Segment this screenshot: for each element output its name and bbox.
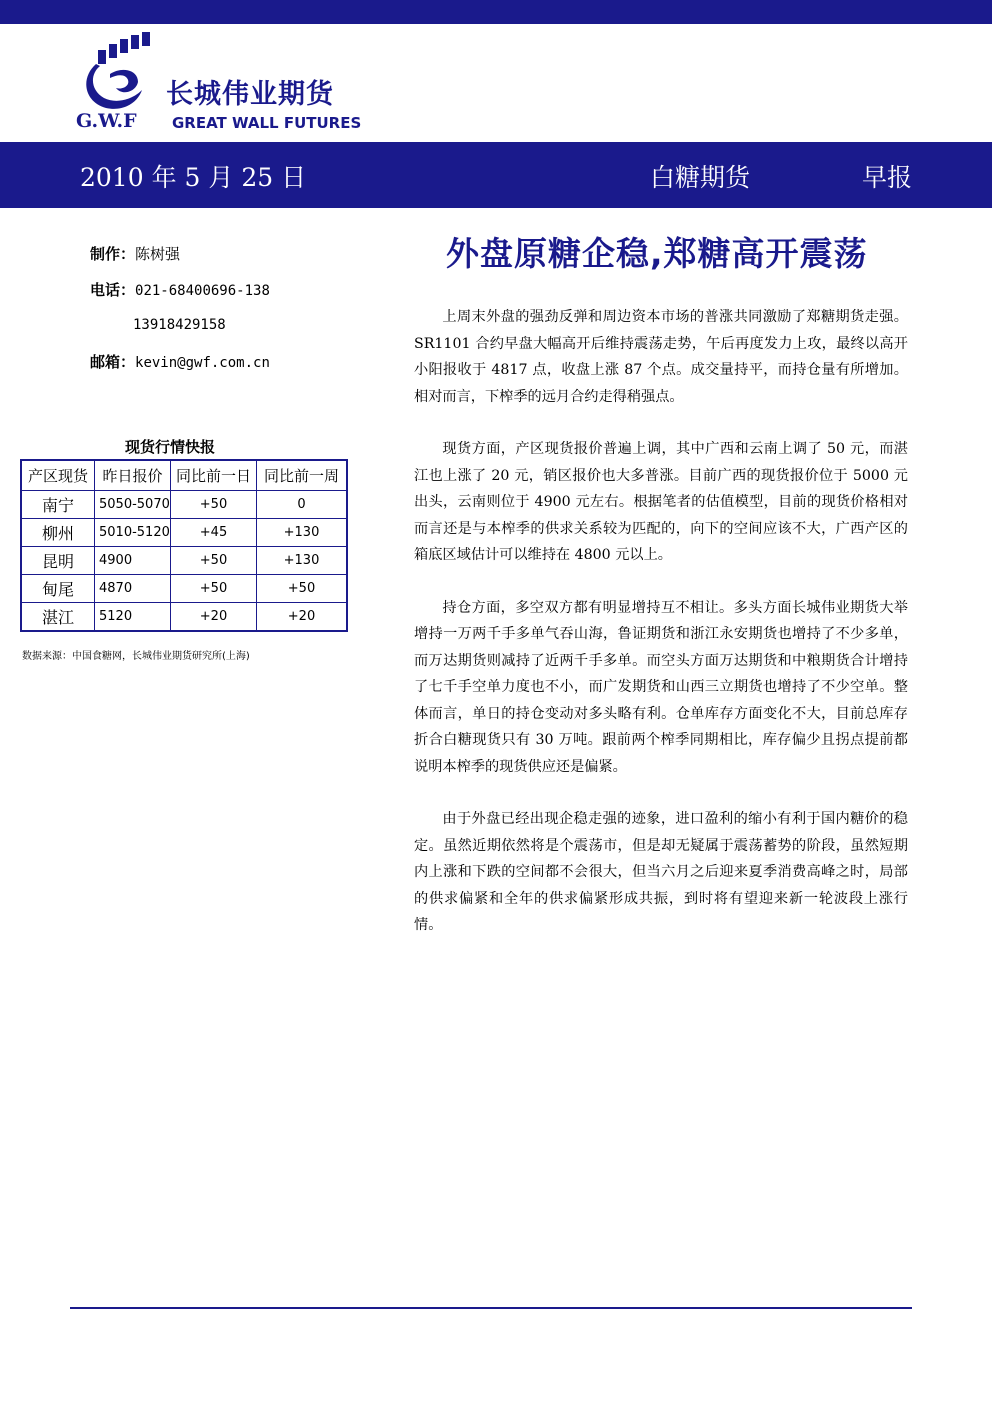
table-row (21, 547, 347, 575)
cell-region: 南宁 (21, 491, 95, 519)
cell-price: 5010-5120 (95, 519, 171, 547)
email-value[interactable]: kevin@gwf.com.cn (135, 355, 270, 371)
cell-day-change: +20 (171, 603, 257, 632)
phone-value: 021-68400696-138 (135, 283, 270, 299)
footer-divider (70, 1307, 912, 1309)
report-date: 2010 年 5 月 25 日 (80, 163, 307, 192)
author-phone (90, 279, 270, 300)
maker-label: 制作： (90, 245, 136, 263)
cell-week-change: 0 (257, 491, 348, 519)
brand-abbreviation: G.W.F (76, 110, 137, 132)
table-row (21, 575, 347, 603)
quotes-table-title: 现货行情快报 (124, 438, 215, 456)
data-source-note: 数据来源：中国食糖网，长城伟业期货研究所(上海) (22, 651, 250, 662)
cell-price: 4870 (95, 575, 171, 603)
table-row (21, 519, 347, 547)
brand-name-cn: 长城伟业期货 (166, 79, 334, 110)
cell-region: 柳州 (21, 519, 95, 547)
column-header: 产区现货 (21, 460, 95, 491)
cell-day-change: +45 (171, 519, 257, 547)
table-row (21, 603, 347, 632)
header-band (0, 142, 992, 208)
paragraph: 持仓方面，多空双方都有明显增持互不相让。多头方面长城伟业期货大举增持一万两千手多单气吞山海，鲁证期货和浙江永安期货也增持了不少多单，而万达期货则减持了近两千手多单。而空头方面万达期货和中粮期货合计增持了七千手空单力度也不小，而广发期货和山西三立期货也增持了不少空单。整体而言，单日的持仓变动对多头略有利。仓单库存方面变化不大，目前总库存折合白糖现货只有 30 万吨。跟前两个榨季同期相比，库存偏少且拐点提前都说明本榨季的现货供应还是偏紧。 (414, 599, 908, 775)
cell-region: 甸尾 (21, 575, 95, 603)
author-maker (90, 243, 180, 264)
table-header-row (21, 460, 347, 491)
author-email (90, 351, 270, 372)
brand-name-en: GREAT WALL FUTURES (172, 114, 362, 132)
table-row (21, 491, 347, 519)
top-color-bar (0, 0, 992, 24)
paragraph: 上周末外盘的强劲反弹和周边资本市场的普涨共同激励了郑糖期货走强。SR1101 合约早盘大幅高开后维持震荡走势，午后再度发力上攻，最终以高开小阳报收于 4817 点，收盘上涨 87 个点。成交量持平，而持仓量有所增加。相对而言，下榨季的远月合约走得稍强点。 (414, 309, 908, 405)
author-phone-2 (133, 315, 226, 333)
report-type: 早报 (862, 163, 913, 192)
cell-region: 湛江 (21, 603, 95, 632)
paragraph: 现货方面，产区现货报价普遍上调，其中广西和云南上调了 50 元，而湛江也上涨了 20 元，销区报价也大多普涨。目前广西的现货报价位于 5000 元出头，云南则位于 4900 元左右。根据笔者的估值模型，目前的现货价格相对而言还是与本榨季的供求关系较为匹配的，向下的空间应该不大，广西产区的箱底区域估计可以维持在 4800 元以上。 (414, 441, 908, 563)
column-header: 同比前一日 (171, 460, 257, 491)
cell-region: 昆明 (21, 547, 95, 575)
cell-week-change: +130 (257, 519, 348, 547)
cell-day-change: +50 (171, 547, 257, 575)
cell-week-change: +20 (257, 603, 348, 632)
maker-value: 陈树强 (135, 245, 181, 263)
phone-value-2: 13918429158 (133, 317, 226, 333)
email-label: 邮箱： (90, 353, 136, 371)
cell-day-change: +50 (171, 575, 257, 603)
cell-week-change: +50 (257, 575, 348, 603)
cell-price: 5050-5070 (95, 491, 171, 519)
cell-week-change: +130 (257, 547, 348, 575)
paragraph: 由于外盘已经出现企稳走强的迹象，进口盈利的缩小有利于国内糖价的稳定。虽然近期依然将是个震荡市，但是却无疑属于震荡蓄势的阶段，虽然短期内上涨和下跌的空间都不会很大，但当六月之后迎来夏季消费高峰之时，局部的供求偏紧和全年的供求偏紧形成共振，到时将有望迎来新一轮波段上涨行情。 (414, 811, 908, 933)
headline: 外盘原糖企稳,郑糖高开震荡 (446, 234, 868, 273)
article-body (414, 304, 908, 965)
cell-day-change: +50 (171, 491, 257, 519)
cell-price: 5120 (95, 603, 171, 632)
phone-label: 电话： (90, 281, 136, 299)
spot-quotes-table (20, 459, 348, 632)
cell-price: 4900 (95, 547, 171, 575)
column-header: 昨日报价 (95, 460, 171, 491)
column-header: 同比前一周 (257, 460, 348, 491)
report-category: 白糖期货 (650, 163, 751, 192)
